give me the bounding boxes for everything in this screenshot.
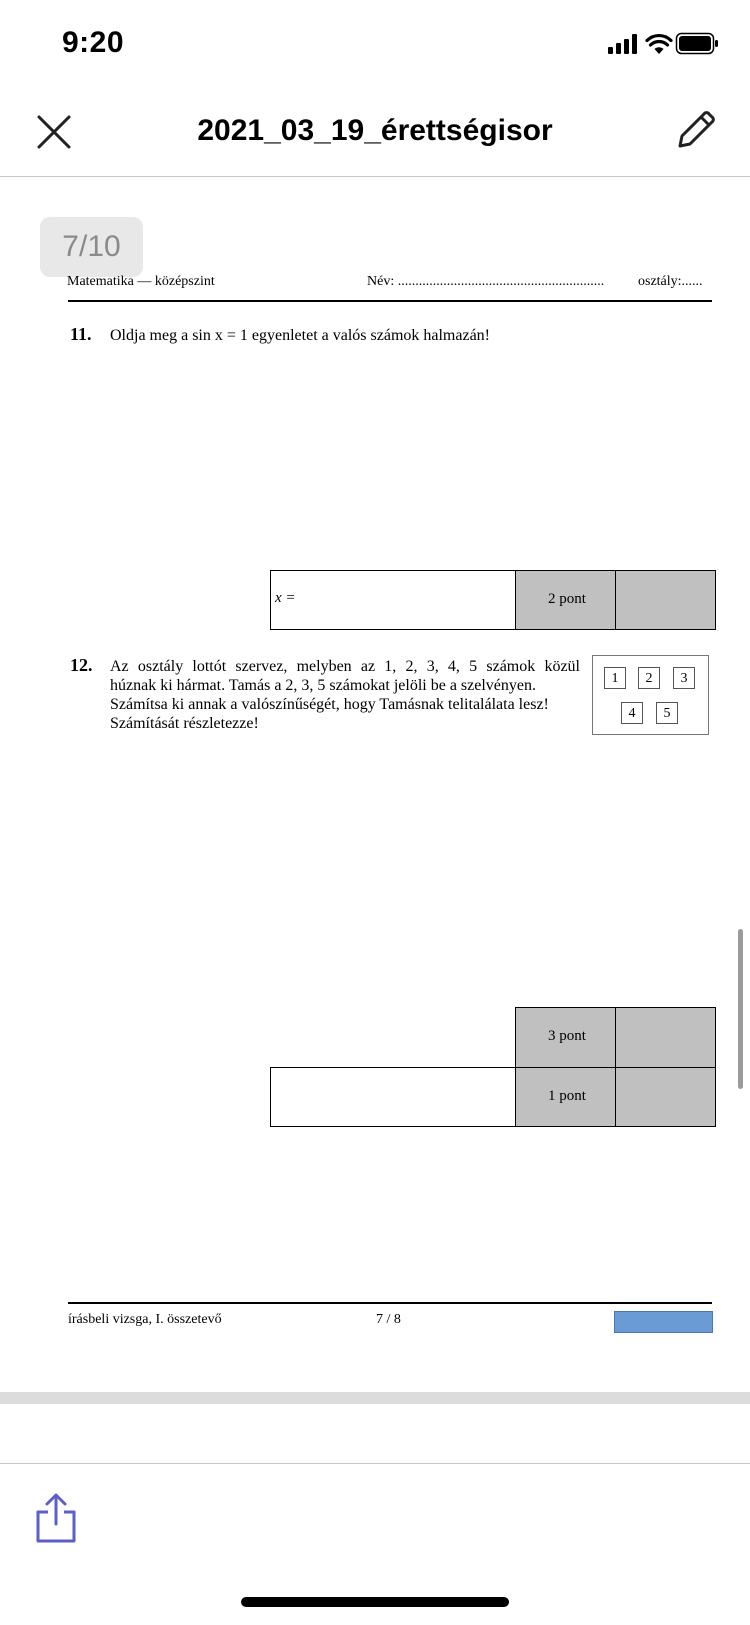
q11-score-box [615,570,716,630]
lottery-number: 1 [604,667,626,689]
share-icon[interactable] [34,1492,78,1544]
question-12-text [110,657,580,733]
page-indicator: 7/10 [40,217,143,277]
q12-answer-box[interactable] [270,1067,516,1127]
document-title: 2021_03_19_érettségisor [197,114,553,147]
lottery-number: 2 [638,667,660,689]
header-class-field: osztály:...... [638,274,703,289]
battery-icon [677,34,719,54]
q12-points-box-a [515,1007,616,1068]
q11-answer-box[interactable] [270,570,516,630]
footer-page-number: 7 / 8 [376,1312,401,1327]
home-indicator[interactable] [241,1597,509,1607]
question-11-text [110,326,490,345]
q11-points-label: 2 pont [548,591,586,607]
q12-points-box-b [515,1067,616,1127]
header-name-field: Név: ........................................................... [367,274,605,289]
lottery-number: 3 [673,667,695,689]
lottery-number: 5 [656,702,678,724]
q12-points-label-b: 1 pont [548,1088,586,1104]
footer-rule [68,1302,712,1304]
question-12-number: 12. [70,655,93,675]
question-11-text-content: Oldja meg a sin x = 1 egyenletet a valós számok halmazán! [110,327,491,344]
q12-score-box-a [615,1007,716,1068]
status-icons [600,30,720,60]
q12-points-label-a: 3 pont [548,1028,586,1044]
header-subject: Matematika — középszint [67,274,215,289]
wifi-icon [647,36,671,54]
signal-icon [608,34,637,54]
question-12-line: Számítsa ki annak a valószínűségét, hogy Tamásnak telitalálata lesz! [110,696,549,713]
question-12-line: Az osztály lottót szervez, melyben az 1, 2, 3, 4, 5 számok közül [110,658,580,675]
pencil-icon[interactable] [672,108,718,154]
q12-score-box-b [615,1067,716,1127]
q11-answer-label: x = [275,590,296,606]
document-page[interactable] [0,177,750,1392]
page-separator [0,1392,750,1404]
header-rule [68,300,712,302]
lottery-ticket [592,655,709,735]
question-11-number: 11. [70,324,92,344]
footer-exam-label: írásbeli vizsga, I. összetevő [68,1312,222,1327]
scrollbar[interactable] [738,929,743,1089]
lottery-number: 4 [621,702,643,724]
question-12-line: húznak ki hármat. Tamás a 2, 3, 5 számokat jelöli be a szelvényen. [110,677,536,694]
footer-color-box [614,1311,713,1333]
question-12-line: Számítását részletezze! [110,715,259,732]
status-bar [0,0,750,90]
q11-points-box [515,570,616,630]
navigation-bar [0,90,750,177]
status-time: 9:20 [62,26,125,59]
